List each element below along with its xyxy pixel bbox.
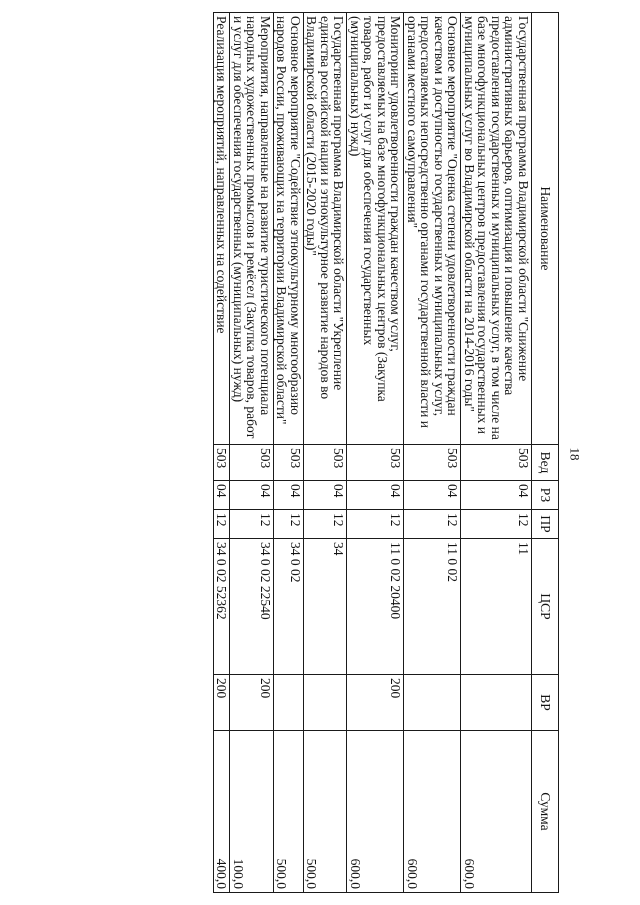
table-row (347, 13, 404, 893)
cell-name: Основное мероприятие "Оценка степени удовлетворенности граждан качеством и доступностью государственных и муниципальных услуг, предоставляемых непосредственно органами государственной власти и органами местного самоуправления" (404, 13, 461, 445)
cell-pr: 12 (274, 510, 304, 539)
header-pr: ПР (532, 510, 559, 539)
cell-sum: 600,0 (404, 731, 461, 893)
cell-name: Мероприятия, направленные на развитие туристического потенциала народных художественных промыслов и ремёсел (Закупка товаров, работ и услуг для обеспечения государственных (муниципальных) нужд) (230, 13, 274, 445)
budget-table (213, 12, 559, 893)
cell-sum: 100,0 (230, 731, 274, 893)
cell-ved: 503 (304, 445, 348, 481)
cell-rz: 04 (461, 481, 532, 510)
cell-csr: 11 0 02 20400 (347, 539, 404, 675)
cell-pr: 12 (304, 510, 348, 539)
cell-rz: 04 (404, 481, 461, 510)
table-row (214, 13, 231, 893)
cell-name: Основное мероприятие "Содействие этнокультурному многообразию народов России, проживающих на территории Владимирской области" (274, 13, 304, 445)
cell-pr: 12 (214, 510, 231, 539)
cell-pr: 12 (461, 510, 532, 539)
page-number: 18 (567, 447, 583, 461)
rotated-page (29, 12, 559, 892)
cell-rz: 04 (274, 481, 304, 510)
cell-sum: 400,0 (214, 731, 231, 893)
table-row (404, 13, 461, 893)
table-row (230, 13, 274, 893)
cell-sum: 500,0 (304, 731, 348, 893)
cell-name: Реализация мероприятий, направленных на содействие (214, 13, 231, 445)
table-row (274, 13, 304, 893)
cell-name: Государственная программа Владимирской области "Снижение административных барьеров, оптимизация и повышение качества предоставления государственных и муниципальных услуг, в том числе на базе многофункциональных центров предоставления государственных и муниципальных услуг во Владимирской области на 2014-2016 годы" (461, 13, 532, 445)
cell-vr (404, 675, 461, 731)
cell-ved: 503 (230, 445, 274, 481)
cell-ved: 503 (347, 445, 404, 481)
header-ved: Вед (532, 445, 559, 481)
cell-csr: 34 0 02 (274, 539, 304, 675)
header-vr: ВР (532, 675, 559, 731)
header-csr: ЦСР (532, 539, 559, 675)
cell-ved: 503 (461, 445, 532, 481)
cell-rz: 04 (230, 481, 274, 510)
cell-rz: 04 (304, 481, 348, 510)
cell-vr: 200 (230, 675, 274, 731)
cell-csr: 34 0 02 52362 (214, 539, 231, 675)
header-name: Наименование (532, 13, 559, 445)
cell-sum: 500,0 (274, 731, 304, 893)
cell-sum: 600,0 (461, 731, 532, 893)
cell-ved: 503 (274, 445, 304, 481)
cell-name: Государственная программа Владимирской области "Укрепление единства российской нации и этнокультурное развитие народов во Владимирской области (2015-2020 годы)" (304, 13, 348, 445)
header-sum: Сумма (532, 731, 559, 893)
cell-csr: 11 0 02 (404, 539, 461, 675)
cell-rz: 04 (347, 481, 404, 510)
cell-vr (461, 675, 532, 731)
cell-vr (304, 675, 348, 731)
table-row (461, 13, 532, 893)
cell-csr: 34 0 02 22540 (230, 539, 274, 675)
header-rz: РЗ (532, 481, 559, 510)
cell-pr: 12 (404, 510, 461, 539)
cell-csr: 34 (304, 539, 348, 675)
cell-pr: 12 (230, 510, 274, 539)
cell-ved: 503 (214, 445, 231, 481)
cell-sum: 600,0 (347, 731, 404, 893)
cell-vr: 200 (214, 675, 231, 731)
cell-name: Мониторинг удовлетворенности граждан качеством услуг, предоставляемых на базе многофункциональных центров (Закупка товаров, работ и услуг для обеспечения государственных (муниципальных) нужд) (347, 13, 404, 445)
table-row (304, 13, 348, 893)
cell-pr: 12 (347, 510, 404, 539)
cell-rz: 04 (214, 481, 231, 510)
cell-ved: 503 (404, 445, 461, 481)
cell-csr: 11 (461, 539, 532, 675)
table-header-row (532, 13, 559, 893)
cell-vr: 200 (347, 675, 404, 731)
cell-vr (274, 675, 304, 731)
